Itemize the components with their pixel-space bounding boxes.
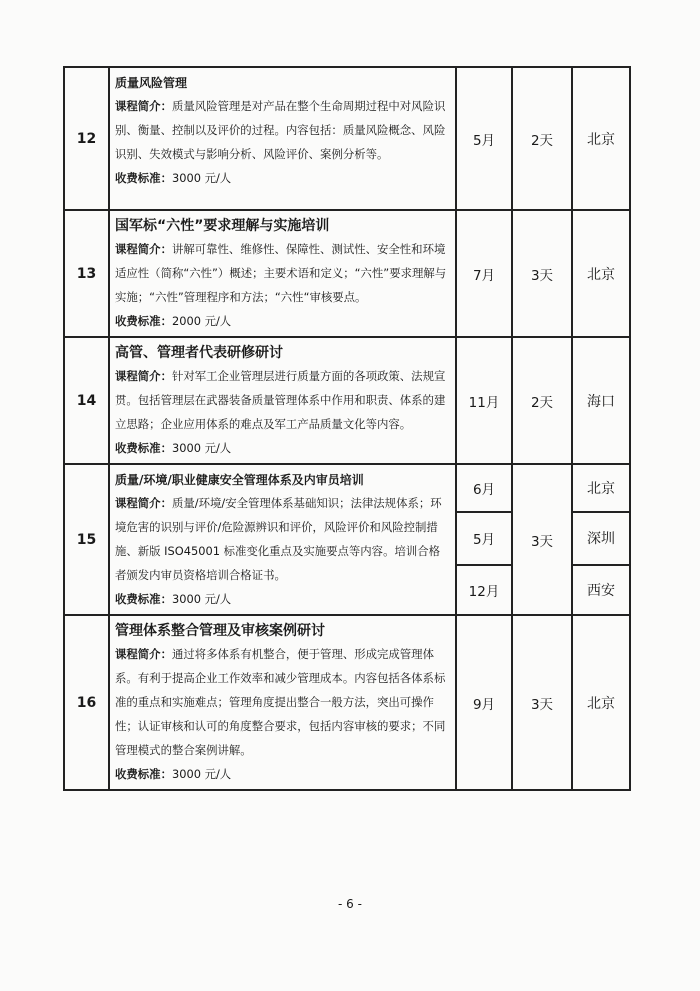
fee-label: 收费标准：	[115, 441, 172, 455]
course-title: 质量/环境/职业健康安全管理体系及内审员培训	[115, 473, 364, 487]
course-description	[109, 67, 456, 210]
fee-value: 3000 元/人	[171, 441, 232, 455]
intro-label: 课程简介：	[115, 647, 172, 661]
course-number: 13	[64, 210, 109, 337]
fee-label: 收费标准：	[115, 171, 172, 185]
course-row	[64, 337, 630, 464]
course-number: 16	[64, 615, 109, 790]
course-intro	[115, 491, 449, 587]
session-city: 深圳	[572, 512, 630, 564]
fee-value: 3000 元/人	[171, 767, 232, 781]
intro-text: 针对军工企业管理层进行质量方面的各项政策、法规宣贯。包括管理层在武器装备质量管理体系中作用和职责、体系的建立思路；企业应用体系的难点及军工产品质量文化等内容。	[115, 369, 446, 431]
session-month: 5月	[456, 512, 512, 564]
course-intro	[115, 94, 449, 166]
course-title: 质量风险管理	[115, 76, 188, 90]
course-duration: 2天	[512, 337, 572, 464]
course-duration: 3天	[512, 210, 572, 337]
course-table	[63, 66, 631, 791]
course-number: 14	[64, 337, 109, 464]
course-duration: 3天	[512, 464, 572, 615]
course-description	[109, 337, 456, 464]
course-month: 9月	[456, 615, 512, 790]
intro-label: 课程简介：	[115, 369, 172, 383]
course-fee	[115, 436, 449, 460]
intro-text: 通过将多体系有机整合，便于管理、形成完成管理体系。有利于提高企业工作效率和减少管理成本。内容包括各体系标准的重点和实施难点；管理角度提出整合一般方法，突出可操作性；认证审核和认可的角度整合要求，包括内容审核的要求；不同管理模式的整合案例讲解。	[115, 647, 446, 757]
session-month: 12月	[456, 565, 512, 615]
course-number: 15	[64, 464, 109, 615]
course-intro	[115, 237, 449, 309]
page-number: - 6 -	[338, 897, 362, 911]
intro-label: 课程简介：	[115, 242, 172, 256]
course-month: 7月	[456, 210, 512, 337]
fee-label: 收费标准：	[115, 592, 172, 606]
course-number: 12	[64, 67, 109, 210]
intro-label: 课程简介：	[115, 99, 172, 113]
intro-text: 讲解可靠性、维修性、保障性、测试性、安全性和环境适应性（简称“六性”）概述；主要术语和定义；“六性”要求理解与实施；“六性”管理程序和方法；“六性“审核要点。	[115, 242, 447, 304]
session-month: 6月	[456, 464, 512, 512]
course-fee	[115, 587, 449, 611]
course-fee	[115, 762, 449, 786]
course-title: 管理体系整合管理及审核案例研讨	[115, 623, 325, 639]
course-city: 北京	[572, 67, 630, 210]
course-duration: 3天	[512, 615, 572, 790]
course-city: 海口	[572, 337, 630, 464]
course-title: 高管、管理者代表研修研讨	[115, 345, 283, 361]
course-fee	[115, 166, 449, 190]
fee-label: 收费标准：	[115, 767, 172, 781]
course-description	[109, 210, 456, 337]
course-intro	[115, 642, 449, 762]
session-city: 西安	[572, 565, 630, 615]
fee-value: 3000 元/人	[171, 171, 232, 185]
course-city: 北京	[572, 615, 630, 790]
course-description	[109, 615, 456, 790]
session-city: 北京	[572, 464, 630, 512]
course-month: 11月	[456, 337, 512, 464]
course-row	[64, 615, 630, 790]
course-city: 北京	[572, 210, 630, 337]
intro-text: 质量风险管理是对产品在整个生命周期过程中对风险识别、衡量、控制以及评价的过程。内容包括：质量风险概念、风险识别、失效模式与影响分析、风险评价、案例分析等。	[115, 99, 446, 161]
intro-text: 质量/环境/安全管理体系基础知识；法律法规体系；环境危害的识别与评价/危险源辨识和评价，风险评价和风险控制措施、新版 ISO45001 标准变化重点及实施要点等内容。培训合格者颁发内审员资格培训合格证书。	[115, 496, 442, 582]
course-fee	[115, 309, 449, 333]
course-intro	[115, 364, 449, 436]
fee-value: 2000 元/人	[171, 314, 232, 328]
course-duration: 2天	[512, 67, 572, 210]
fee-value: 3000 元/人	[171, 592, 232, 606]
course-month: 5月	[456, 67, 512, 210]
course-row	[64, 67, 630, 210]
course-row	[64, 464, 630, 512]
intro-label: 课程简介：	[115, 496, 172, 510]
course-row	[64, 210, 630, 337]
fee-label: 收费标准：	[115, 314, 172, 328]
course-description	[109, 464, 456, 615]
course-title: 国军标“六性”要求理解与实施培训	[115, 218, 330, 234]
